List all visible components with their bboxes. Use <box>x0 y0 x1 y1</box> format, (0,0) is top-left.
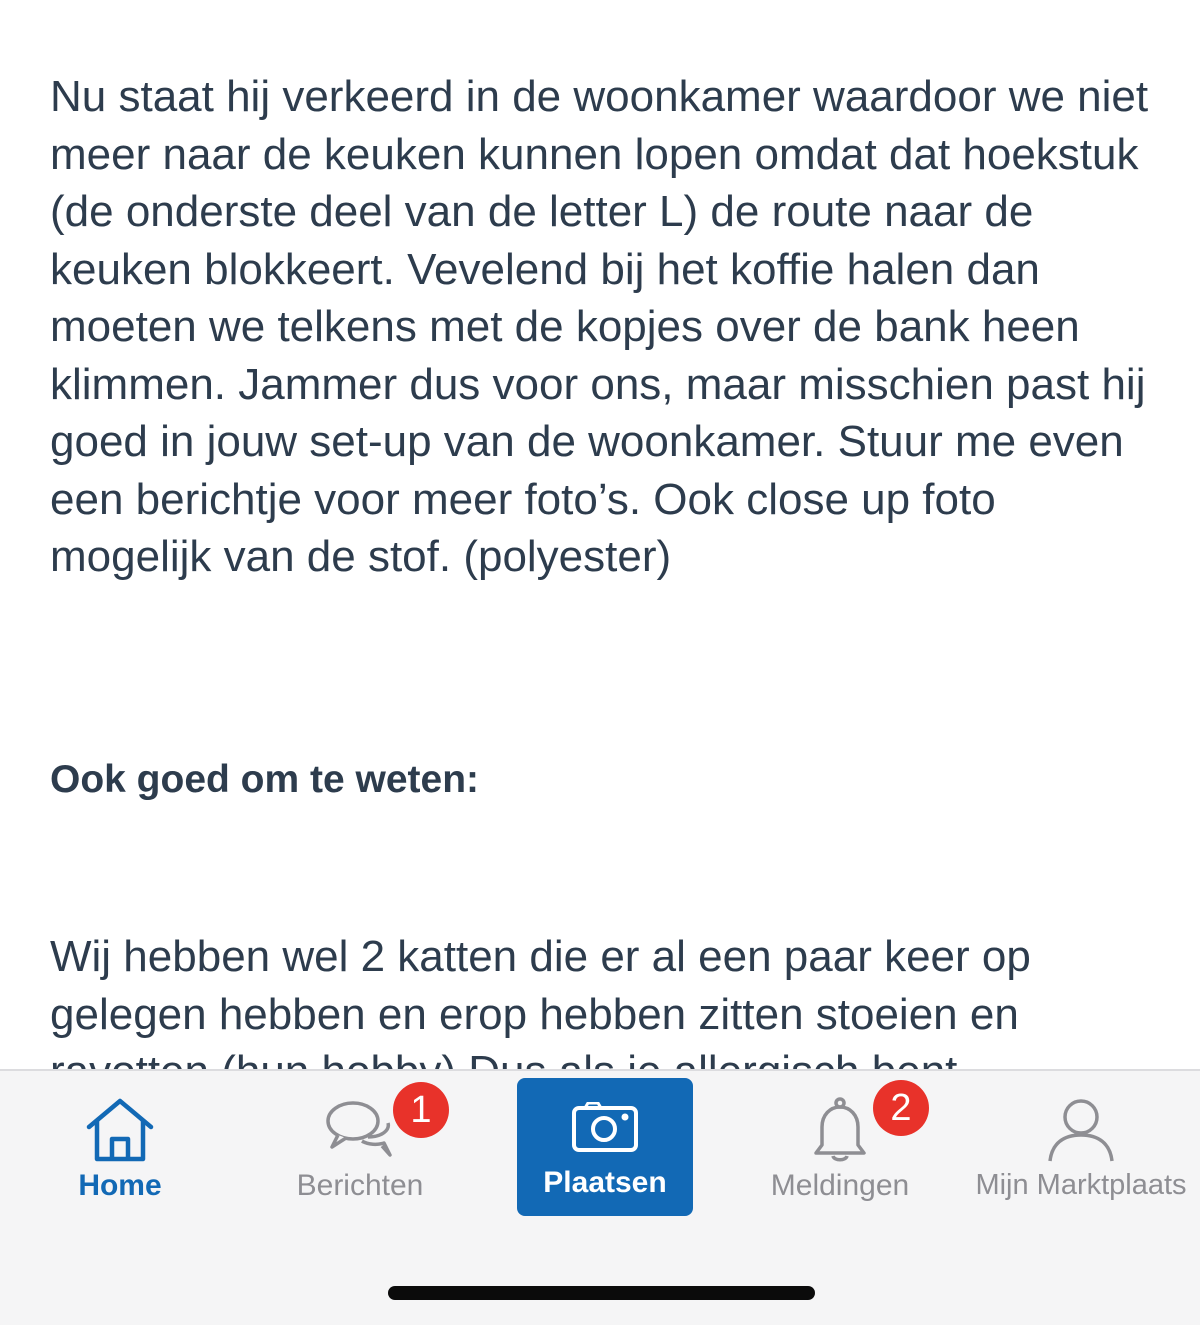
tab-home-label: Home <box>78 1169 162 1202</box>
home-indicator <box>388 1286 815 1300</box>
tab-mijn-marktplaats-label: Mijn Marktplaats <box>975 1169 1187 1201</box>
subheading: Ook goed om te weten: <box>50 758 480 801</box>
tab-plaatsen[interactable] <box>517 1078 693 1216</box>
camera-icon <box>571 1098 639 1158</box>
tab-meldingen-label: Meldingen <box>770 1169 910 1202</box>
ad-description <box>50 68 1160 1039</box>
tab-berichten[interactable] <box>270 1071 450 1231</box>
berichten-badge: 1 <box>393 1082 449 1138</box>
user-icon <box>1041 1095 1121 1165</box>
description-paragraph: Nu staat hij verkeerd in de woonkamer waardoor we niet meer naar de keuken kunnen lopen omdat dat hoekstuk (de onderste deel van de letter L) de route naar de keuken blokkeert. Vevelend bij het koffie halen dan moeten we telkens met de kopjes over de bank heen klimmen. Jammer dus voor ons, maar misschien past hij goed in jouw set-up van de woonkamer. Stuur me even een berichtje voor meer foto’s. Ook close up foto mogelijk van de stof. (polyester) <box>50 72 1149 581</box>
chat-bubbles-icon <box>320 1095 400 1165</box>
bell-icon <box>800 1095 880 1165</box>
meldingen-badge: 2 <box>873 1080 929 1136</box>
tab-mijn-marktplaats[interactable] <box>965 1071 1197 1231</box>
tab-berichten-label: Berichten <box>296 1169 424 1202</box>
tab-plaatsen-label: Plaatsen <box>543 1166 667 1199</box>
tab-meldingen[interactable] <box>755 1071 925 1231</box>
second-paragraph: Wij hebben wel 2 katten die er al een paar keer op gelegen hebben en erop hebben zitten stoeien en <box>50 932 1031 1039</box>
tab-home[interactable] <box>40 1071 200 1231</box>
home-icon <box>80 1095 160 1165</box>
